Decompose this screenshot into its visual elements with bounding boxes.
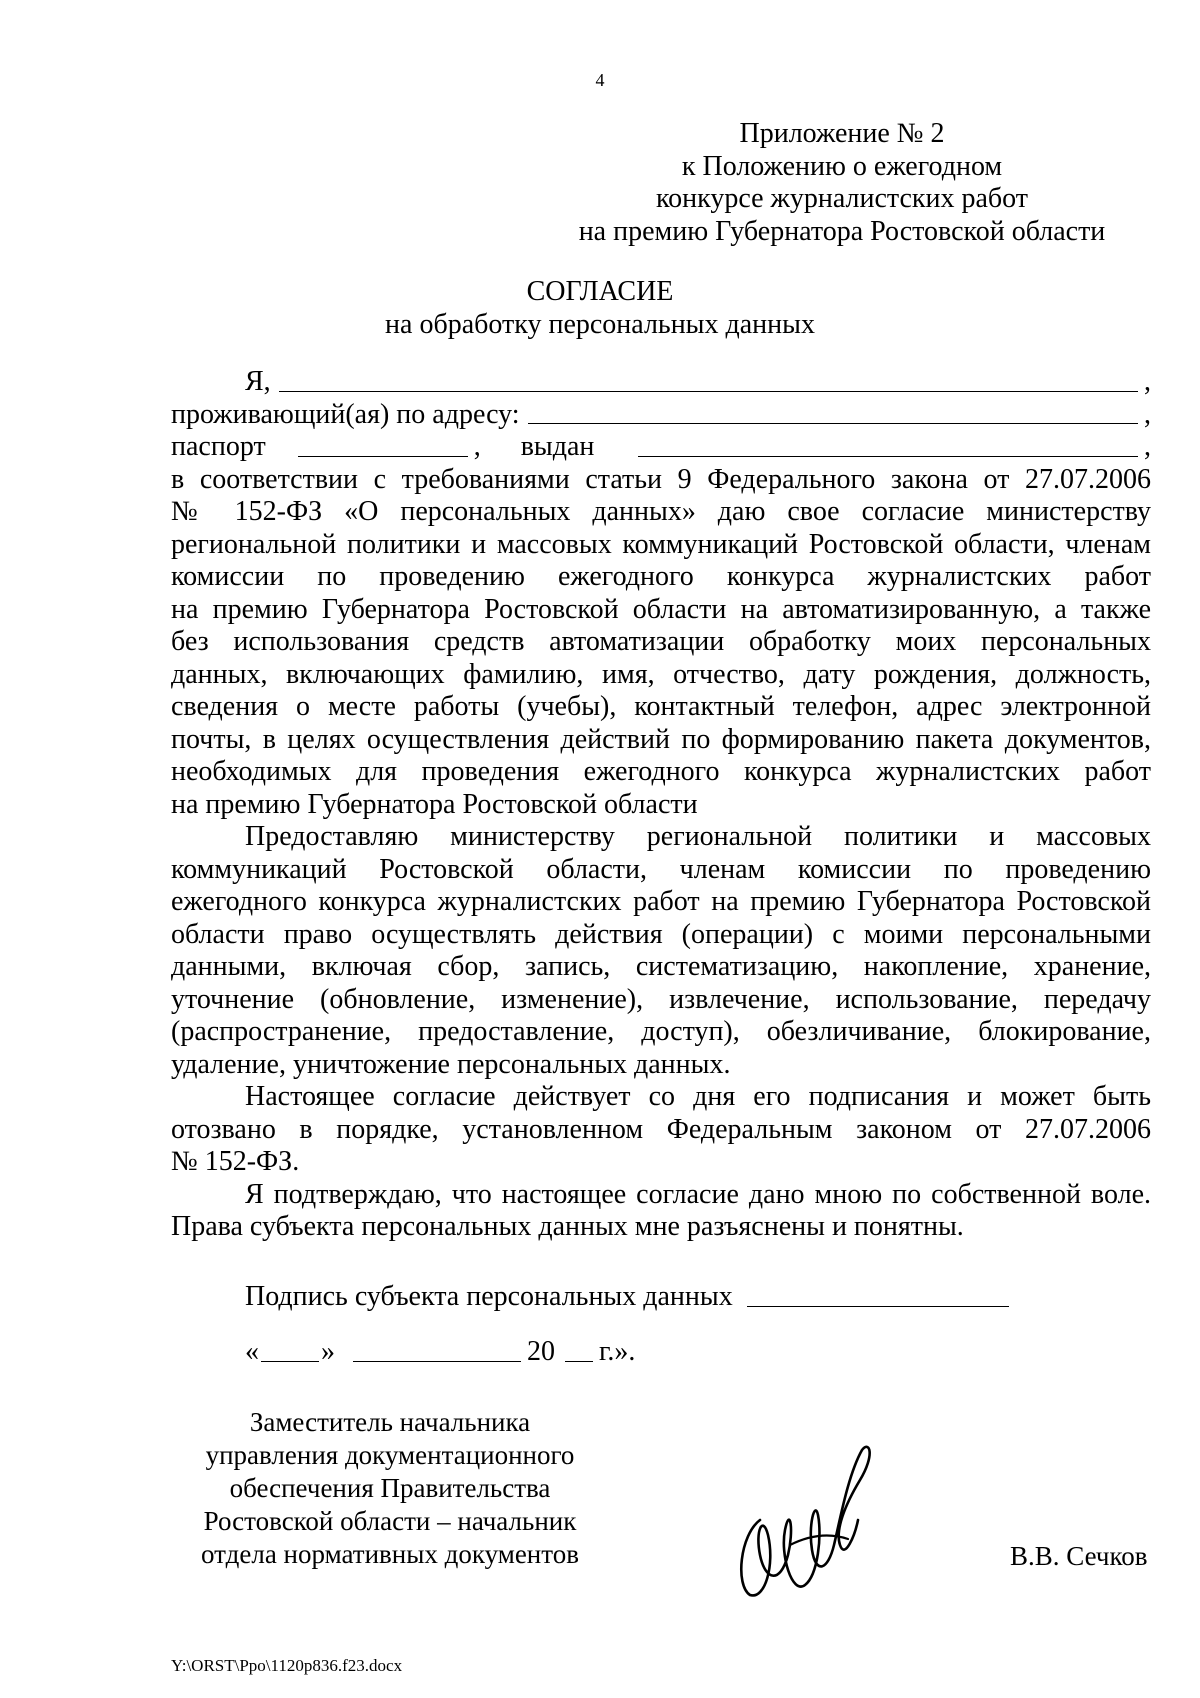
date-row xyxy=(245,1336,635,1369)
open-quote: « xyxy=(245,1336,259,1367)
official-title xyxy=(180,1406,600,1571)
comma: , xyxy=(1144,366,1151,397)
comma: , xyxy=(1144,431,1151,462)
official-line-4: Ростовской области – начальник xyxy=(203,1506,577,1536)
paragraph-line: Предоставляю министерству региональной политики и массовых xyxy=(245,821,1151,852)
subject-signature-blank[interactable] xyxy=(747,1305,1009,1307)
paragraph-line: необходимых для проведения ежегодного конкурса журналистских работ xyxy=(171,756,1151,787)
close-quote: » xyxy=(321,1336,335,1367)
passport-label: паспорт xyxy=(171,431,266,462)
signer-name: В.В. Сечков xyxy=(1010,1541,1148,1571)
appendix-line-1: Приложение № 2 xyxy=(739,118,945,149)
day-blank[interactable] xyxy=(261,1360,319,1362)
title-subtitle: на обработку персональных данных xyxy=(385,308,815,340)
passport-number-blank[interactable] xyxy=(298,455,468,457)
address-label: проживающий(ая) по адресу: xyxy=(171,398,520,430)
consent-paragraph-2 xyxy=(171,821,1151,1081)
paragraph-line: ежегодного конкурса журналистских работ на премию Губернатора Ростовской xyxy=(171,886,1151,917)
paragraph-line: Настоящее согласие действует со дня его подписания и может быть xyxy=(245,1081,1151,1112)
paragraph-line: почты, в целях осуществления действий по формированию пакета документов, xyxy=(171,723,1151,755)
paragraph-line: коммуникаций Ростовской области, членам комиссии по проведению xyxy=(171,853,1151,885)
appendix-header xyxy=(552,118,1132,248)
paragraph-line: № 152-ФЗ. xyxy=(171,1146,300,1177)
title-main: СОГЛАСИЕ xyxy=(526,276,674,307)
signature-label: Подпись субъекта персональных данных xyxy=(245,1281,733,1312)
paragraph-line: на премию Губернатора Ростовской области на автоматизированную, а также xyxy=(171,593,1151,625)
appendix-line-3: конкурсе журналистских работ xyxy=(655,183,1029,214)
full-name-blank[interactable] xyxy=(279,390,1138,392)
handwritten-signature xyxy=(730,1435,880,1605)
paragraph-line: в соответствии с требованиями статьи 9 Федерального закона от 27.07.2006 xyxy=(171,463,1151,495)
passport-field-row xyxy=(171,431,1151,464)
paragraph-line: данными, включая сбор, запись, систематизацию, накопление, хранение, xyxy=(171,951,1151,982)
name-field-row xyxy=(171,366,1151,399)
paragraph-line: удаление, уничтожение персональных данных. xyxy=(171,1048,731,1080)
year-prefix: 20 xyxy=(527,1336,555,1367)
signature-stroke xyxy=(741,1447,869,1596)
official-line-5: отдела нормативных документов xyxy=(201,1539,579,1569)
appendix-line-2: к Положению о ежегодном xyxy=(681,150,1003,182)
consent-paragraph-1 xyxy=(171,464,1151,822)
ya-label: Я, xyxy=(245,366,271,397)
paragraph-line: области право осуществлять действия (операции) с моими персональными xyxy=(171,918,1151,950)
document-body xyxy=(171,366,1151,1244)
issued-label: выдан xyxy=(520,431,595,462)
year-suffix: г.». xyxy=(599,1336,636,1367)
paragraph-line: комиссии по проведению ежегодного конкурса журналистских работ xyxy=(171,561,1151,592)
consent-paragraph-4 xyxy=(171,1179,1151,1244)
paragraph-line: (распространение, предоставление, доступ), обезличивание, блокирование, xyxy=(171,1016,1151,1047)
appendix-line-4: на премию Губернатора Ростовской области xyxy=(578,215,1106,247)
paragraph-line: № 152-ФЗ «О персональных данных» даю свое согласие министерству xyxy=(171,496,1151,527)
subject-signature-row xyxy=(245,1281,1015,1314)
comma: , xyxy=(473,431,481,462)
paragraph-line: Права субъекта персональных данных мне разъяснены и понятны. xyxy=(171,1211,964,1242)
year-blank[interactable] xyxy=(565,1360,593,1362)
paragraph-line: данных, включающих фамилию, имя, отчество, дату рождения, должность, xyxy=(171,658,1151,690)
page-number: 4 xyxy=(595,70,605,90)
paragraph-line: отозвано в порядке, установленном Федеральным законом от 27.07.2006 xyxy=(171,1113,1151,1145)
file-path: Y:\ORST\Ppo\1120p836.f23.docx xyxy=(171,1656,403,1675)
month-blank[interactable] xyxy=(353,1360,521,1362)
document-title xyxy=(0,276,1200,341)
address-blank[interactable] xyxy=(528,422,1138,424)
paragraph-line: региональной политики и массовых коммуникаций Ростовской области, членам xyxy=(171,528,1151,560)
paragraph-line: на премию Губернатора Ростовской области xyxy=(171,788,698,820)
comma: , xyxy=(1144,398,1151,430)
official-line-1: Заместитель начальника xyxy=(249,1407,531,1437)
paragraph-line: Я подтверждаю, что настоящее согласие дано мною по собственной воле. xyxy=(245,1178,1151,1210)
issued-by-blank[interactable] xyxy=(638,455,1138,457)
paragraph-line: сведения о месте работы (учебы), контактный телефон, адрес электронной xyxy=(171,691,1151,722)
paragraph-line: без использования средств автоматизации обработку моих персональных xyxy=(171,626,1151,657)
official-line-3: обеспечения Правительства xyxy=(229,1473,551,1503)
consent-paragraph-3 xyxy=(171,1081,1151,1179)
official-line-2: управления документационного xyxy=(205,1440,575,1470)
address-field-row xyxy=(171,399,1151,432)
paragraph-line: уточнение (обновление, изменение), извлечение, использование, передачу xyxy=(171,983,1151,1015)
